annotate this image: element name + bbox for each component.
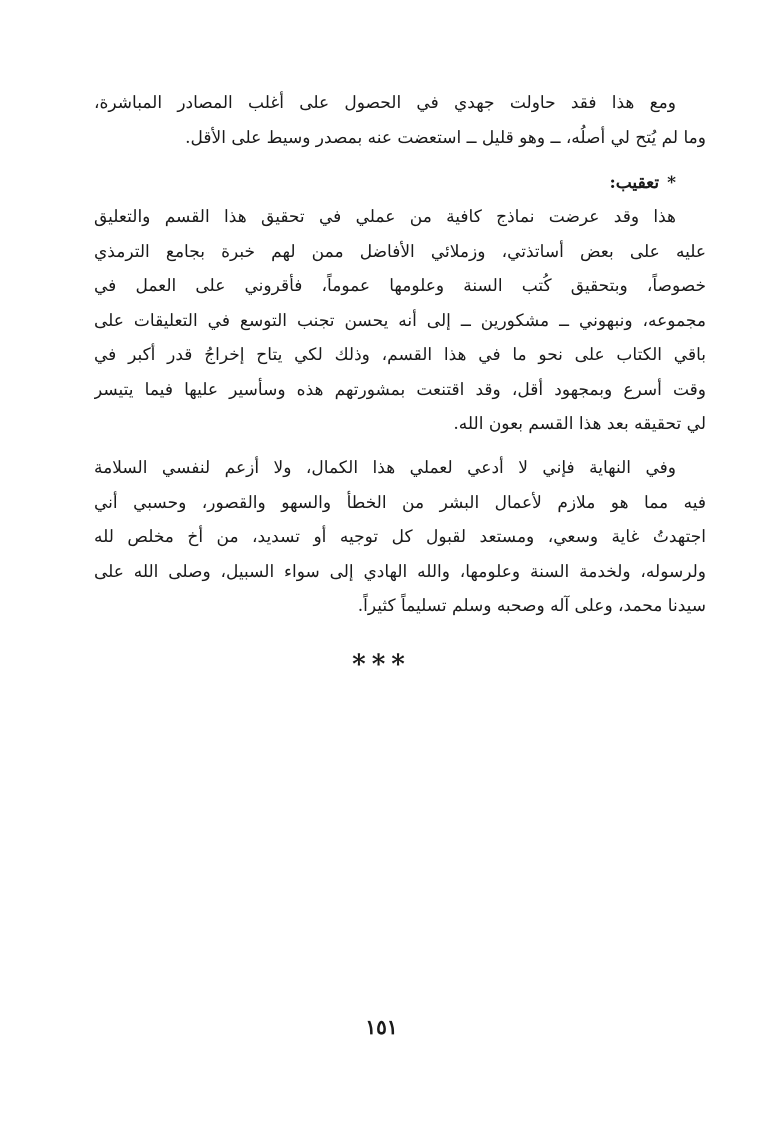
- text-line: عليه على بعض أساتذتي، وزملائي الأفاضل ممن لهم خبرة بجامع الترمذي: [94, 241, 706, 262]
- text-line: خصوصاً، وبتحقيق كُتب السنة وعلومها عموماً، فأقروني على العمل في: [94, 276, 706, 296]
- text-line: اجتهدتُ غاية وسعي، ومستعد لقبول كل توجيه أو تسديد، من أخ مخلص لله: [94, 527, 706, 547]
- text-line: وما لم يُتح لي أصلُه، ــ وهو قليل ــ استعضت عنه بمصدر وسيط على الأقل.: [185, 127, 706, 148]
- page-number: ١٥١: [365, 1015, 398, 1039]
- star-bullet: *: [667, 173, 676, 193]
- text-line: ومع هذا فقد حاولت جهدي في الحصول على أغلب المصادر المباشرة،: [94, 93, 676, 113]
- text-line: هذا وقد عرضت نماذج كافية من عملي في تحقيق هذا القسم والتعليق: [94, 207, 676, 227]
- paragraph-commentary: [94, 200, 706, 442]
- text-line: باقي الكتاب على نحو ما في هذا القسم، وذلك لكي يتاح إخراجُ قدر أكبر في: [94, 345, 706, 365]
- paragraph-intro: [94, 86, 706, 155]
- text-line: مجموعه، ونبهوني ــ مشكورين ــ إلى أنه يحسن تجنب التوسع في التعليقات على: [94, 310, 706, 331]
- text-line: لي تحقيقه بعد هذا القسم بعون الله.: [453, 414, 706, 434]
- text-line: وفي النهاية فإني لا أدعي لعملي هذا الكمال، ولا أزعم لنفسي السلامة: [94, 458, 676, 478]
- section-heading: [94, 168, 676, 198]
- heading-title: تعقيب:: [609, 173, 660, 193]
- text-line: سيدنا محمد، وعلى آله وصحبه وسلم تسليماً كثيراً.: [357, 596, 706, 616]
- text-line: فيه مما هو ملازم لأعمال البشر من الخطأ والسهو والقصور، وحسبي أني: [94, 492, 706, 513]
- text-line: وقت أسرع وبمجهود أقل، وقد اقتنعت بمشورتهم هذه وسأسير عليها فيما يتيسر: [94, 379, 706, 400]
- section-separator: ***: [352, 650, 411, 680]
- paragraph-conclusion: [94, 451, 706, 624]
- text-line: ولرسوله، ولخدمة السنة وعلومها، والله الهادي إلى سواء السبيل، وصلى الله على: [94, 561, 706, 582]
